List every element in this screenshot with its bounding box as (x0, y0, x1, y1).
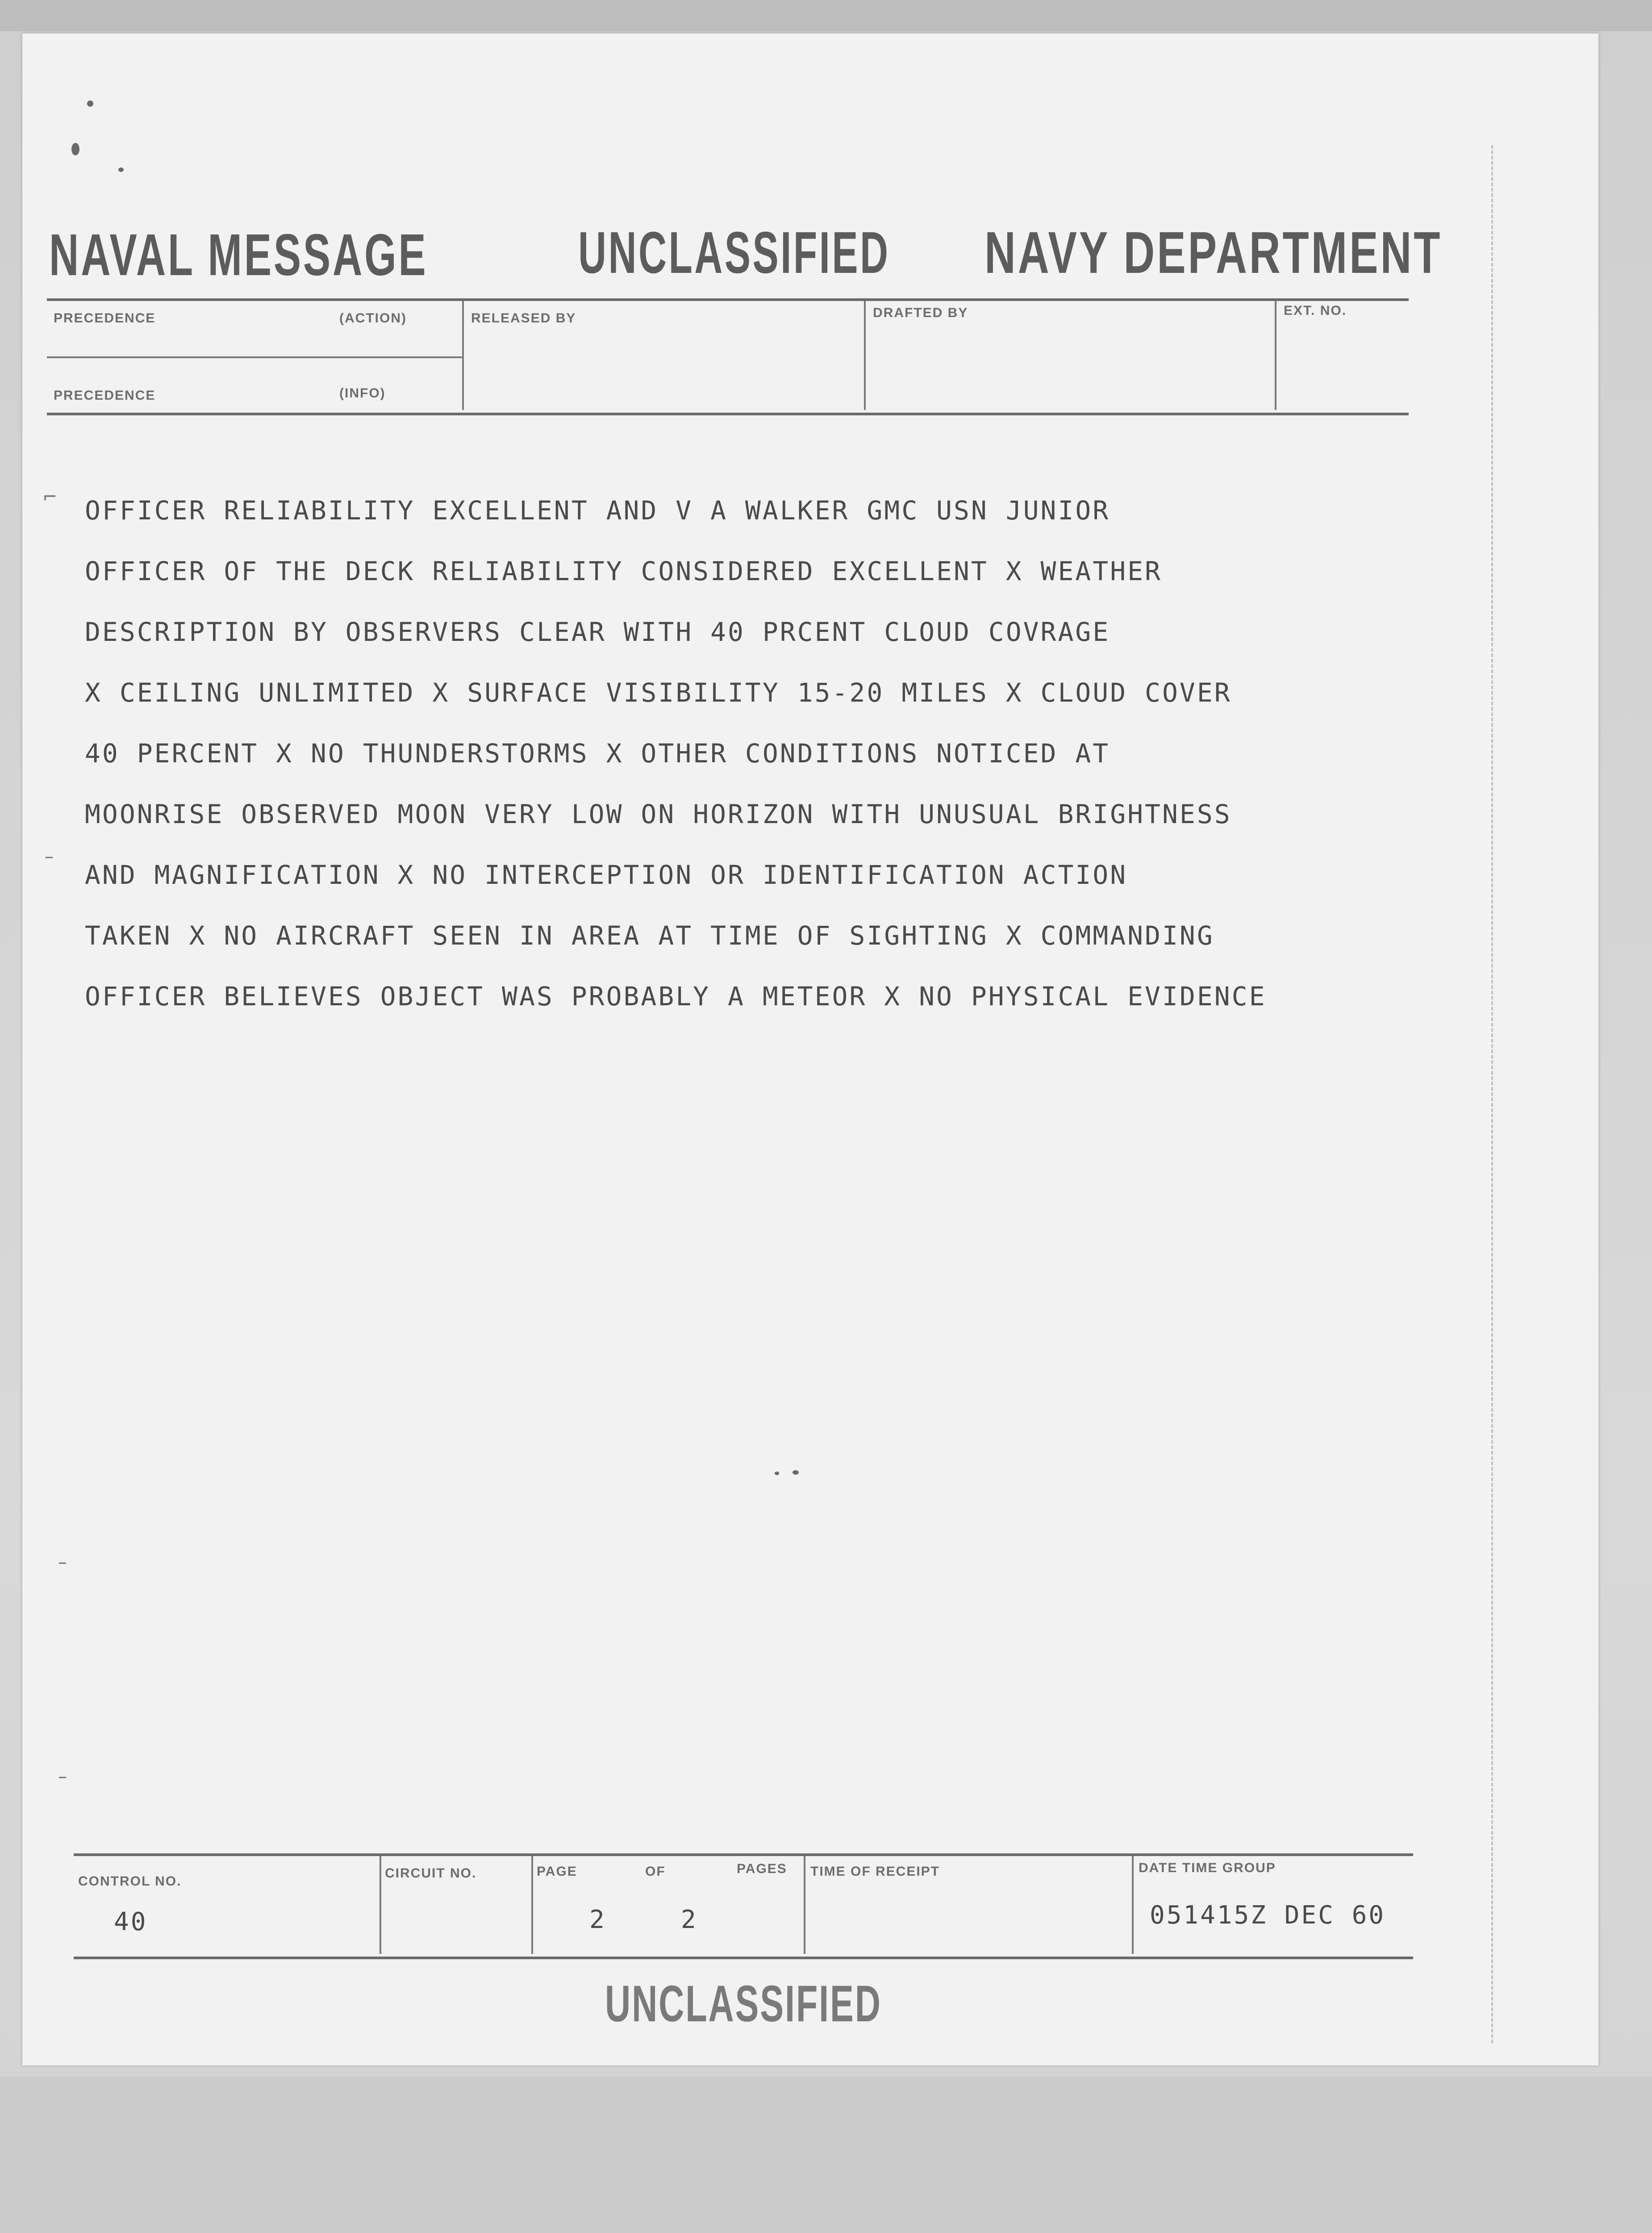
drafted-by-cell (864, 301, 1277, 410)
ink-speck (87, 100, 93, 107)
classification-footer: UNCLASSIFIED (605, 1975, 882, 2033)
message-line: OFFICER OF THE DECK RELIABILITY CONSIDERED EXCELLENT X WEATHER (85, 556, 1162, 586)
circuit-no-label: CIRCUIT NO. (385, 1866, 477, 1881)
margin-mark: – (45, 846, 54, 867)
page-cell (531, 1856, 805, 1954)
message-body (85, 480, 1402, 1027)
classification-header: UNCLASSIFIED (578, 220, 890, 286)
message-line: DESCRIPTION BY OBSERVERS CLEAR WITH 40 PRCENT CLOUD COVRAGE (85, 617, 1110, 647)
message-line: OFFICER RELIABILITY EXCELLENT AND V A WALKER GMC USN JUNIOR (85, 495, 1110, 526)
info-label: (INFO) (339, 386, 386, 401)
drafted-by-label: DRAFTED BY (873, 305, 968, 320)
ink-speck (793, 1470, 799, 1475)
of-label: OF (645, 1864, 666, 1879)
sheet-edge-shadow (1491, 145, 1504, 2043)
message-line: AND MAGNIFICATION X NO INTERCEPTION OR IDENTIFICATION ACTION (85, 860, 1128, 890)
navy-department-title: NAVY DEPARTMENT (985, 220, 1443, 286)
control-no-cell (74, 1856, 381, 1954)
time-of-receipt-cell (804, 1856, 1134, 1954)
naval-message-title: NAVAL MESSAGE (49, 222, 428, 289)
date-time-group-label: DATE TIME GROUP (1139, 1861, 1276, 1875)
photo-backdrop-top (0, 0, 1652, 31)
precedence-info-label: PRECEDENCE (54, 388, 156, 403)
precedence-divider (47, 356, 462, 358)
time-of-receipt-label: TIME OF RECEIPT (810, 1864, 940, 1879)
page-label: PAGE (537, 1864, 577, 1879)
control-no-label: CONTROL NO. (78, 1874, 182, 1889)
date-time-group-cell (1132, 1856, 1413, 1954)
message-line: TAKEN X NO AIRCRAFT SEEN IN AREA AT TIME OF SIGHTING X COMMANDING (85, 920, 1214, 951)
action-label: (ACTION) (339, 311, 407, 326)
ink-speck (71, 143, 79, 155)
precedence-action-label: PRECEDENCE (54, 311, 156, 326)
released-by-cell (462, 301, 866, 410)
date-time-group-value: 051415Z DEC 60 (1150, 1901, 1386, 1930)
ext-no-cell (1275, 301, 1409, 410)
precedence-cell (47, 301, 464, 410)
message-line: MOONRISE OBSERVED MOON VERY LOW ON HORIZON WITH UNUSUAL BRIGHTNESS (85, 799, 1232, 829)
control-no-value: 40 (114, 1907, 148, 1936)
photo-backdrop-bottom (0, 2077, 1652, 2233)
margin-mark: – (58, 1552, 67, 1572)
ink-speck (118, 167, 124, 172)
pages-value: 2 (681, 1905, 698, 1934)
message-line: 40 PERCENT X NO THUNDERSTORMS X OTHER CONDITIONS NOTICED AT (85, 738, 1110, 769)
page-value: 2 (589, 1905, 606, 1934)
ext-no-label: EXT. NO. (1284, 303, 1347, 318)
message-line: X CEILING UNLIMITED X SURFACE VISIBILITY 15-20 MILES X CLOUD COVER (85, 677, 1232, 708)
pages-label: PAGES (737, 1861, 787, 1876)
released-by-label: RELEASED BY (471, 311, 576, 326)
footer-form (74, 1853, 1413, 1959)
header-form (47, 298, 1409, 415)
ink-speck (775, 1472, 779, 1475)
margin-mark: ⌐ (42, 487, 58, 507)
message-line: OFFICER BELIEVES OBJECT WAS PROBABLY A METEOR X NO PHYSICAL EVIDENCE (85, 981, 1267, 1012)
circuit-no-cell (380, 1856, 533, 1954)
margin-mark: – (58, 1766, 67, 1787)
